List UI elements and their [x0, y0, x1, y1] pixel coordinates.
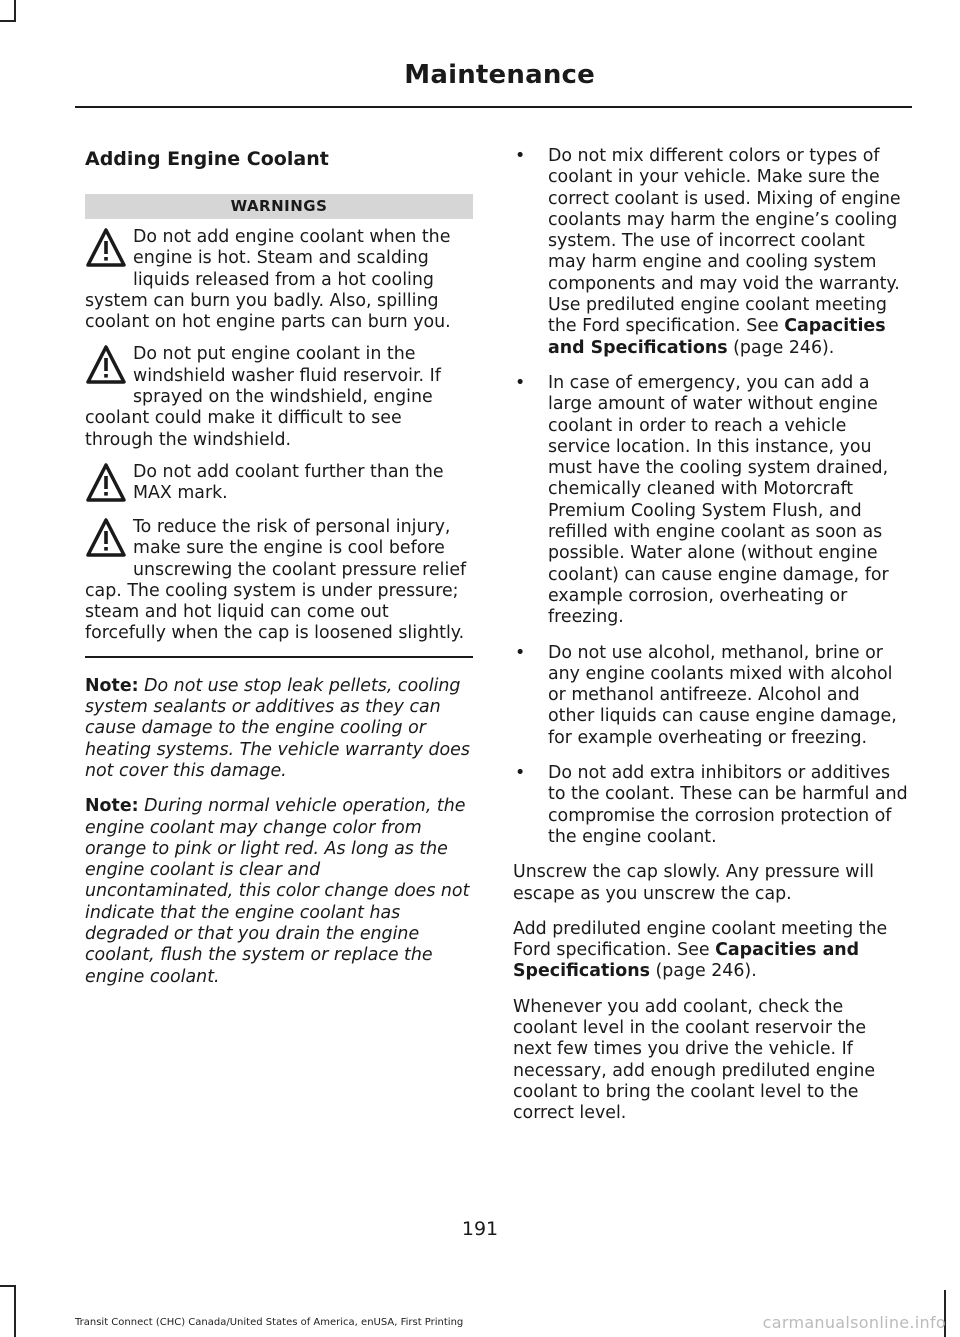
warning-item: [85, 227, 473, 333]
note: [85, 676, 473, 782]
watermark: carmanualsonline.info: [762, 1313, 946, 1332]
list-item-text: Do not use alcohol, methanol, brine or any engine coolants mixed with alcohol or methanol antifreeze. Alcohol and other liquids can cause engine damage, for example overheating or freezing.: [548, 642, 897, 748]
warning-item: [85, 517, 473, 645]
list-item: [513, 146, 908, 359]
page-reference: (page 246).: [733, 337, 835, 358]
paragraph: Unscrew the cap slowly. Any pressure will escape as you unscrew the cap.: [513, 862, 874, 904]
crop-mark: [14, 1285, 16, 1337]
warnings-end-rule: [85, 656, 473, 658]
warning-item: [85, 462, 473, 506]
list-item: [513, 763, 908, 848]
header-rule: [75, 106, 912, 108]
list-item-text: Do not mix different colors or types of coolant in your vehicle. Make sure the correct coolant is used. Mixing of engine coolants may harm the engine’s cooling system. The use of incorrect coolant may harm engine and cooling system components and may void the warranty. Use prediluted engine coolant meeting the Ford specification. See: [548, 146, 901, 337]
bullet: •: [515, 372, 526, 393]
crop-mark: [0, 1285, 16, 1287]
warning-text: Do not put engine coolant in the windshield washer fluid reservoir. If sprayed on the windshield, engine coolant could make it difficult to see through the windshield.: [85, 344, 441, 450]
note-label: Note:: [85, 796, 139, 817]
note: [85, 796, 473, 988]
paragraph-text: Add prediluted engine coolant meeting the Ford specification. See: [513, 918, 888, 961]
left-column: [85, 146, 473, 1002]
warning-triangle-icon: [85, 344, 127, 388]
list-item: [513, 373, 908, 629]
warning-item: [85, 344, 473, 450]
page-number: 191: [461, 1218, 499, 1240]
warning-text: Do not add coolant further than the MAX mark.: [133, 461, 444, 504]
warning-triangle-icon: [85, 517, 127, 561]
right-column: [513, 146, 908, 1138]
paragraph: Whenever you add coolant, check the coolant level in the coolant reservoir the next few times you drive the vehicle. If necessary, add enough prediluted engine coolant to bring the coolant level to the correct level.: [513, 996, 876, 1124]
warning-text: To reduce the risk of personal injury, make sure the engine is cool before unscrewing the coolant pressure relief cap. The cooling system is under pressure; steam and hot liquid can come out forcefully when the cap is loosened slightly.: [85, 516, 467, 644]
list-item-text: In case of emergency, you can add a large amount of water without engine coolant in order to reach a vehicle service location. In this instance, you must have the cooling system drained, chemically cleaned with Motorcraft Premium Cooling System Flush, and refilled with engine coolant as soon as possible. Water alone (without engine coolant) can cause engine damage, for example corrosion, overheating or freezing.: [548, 372, 889, 628]
edition-footer: Transit Connect (CHC) Canada/United States of America, enUSA, First Printing: [75, 1317, 464, 1328]
cross-reference-link[interactable]: Capacities and Specifications: [548, 316, 886, 358]
bullet-list: [513, 146, 908, 848]
warning-triangle-icon: [85, 227, 127, 271]
note-text: Do not use stop leak pellets, cooling system sealants or additives as they can cause damage to the engine cooling or heating systems. The vehicle warranty does not cover this damage.: [85, 675, 470, 781]
list-item-text: Do not add extra inhibitors or additives to the coolant. These can be harmful and compromise the corrosion protection of the engine coolant.: [548, 763, 908, 847]
paragraph: [513, 919, 908, 983]
note-text: During normal vehicle operation, the engine coolant may change color from orange to pink or light red. As long as the engine coolant is clear and uncontaminated, this color change does not indicate that the engine coolant has degraded or that you drain the engine coolant, flush the system or replace the engine coolant.: [85, 796, 470, 987]
list-item: [513, 643, 908, 749]
crop-mark: [0, 20, 16, 22]
bullet: •: [515, 763, 526, 784]
warnings-bar: WARNINGS: [85, 194, 473, 219]
warning-text: Do not add engine coolant when the engine is hot. Steam and scalding liquids released from a hot cooling system can burn you badly. Also, spilling coolant on hot engine parts can burn you.: [85, 227, 451, 333]
crop-mark: [14, 0, 16, 20]
bullet: •: [515, 146, 526, 166]
note-label: Note:: [85, 675, 139, 696]
section-heading: Adding Engine Coolant: [85, 148, 329, 170]
warning-triangle-icon: [85, 462, 127, 506]
bullet: •: [515, 642, 526, 663]
cross-reference-link[interactable]: Capacities and Specifications: [513, 940, 860, 982]
page-reference: (page 246).: [655, 961, 757, 982]
page-section-title: Maintenance: [404, 60, 595, 90]
